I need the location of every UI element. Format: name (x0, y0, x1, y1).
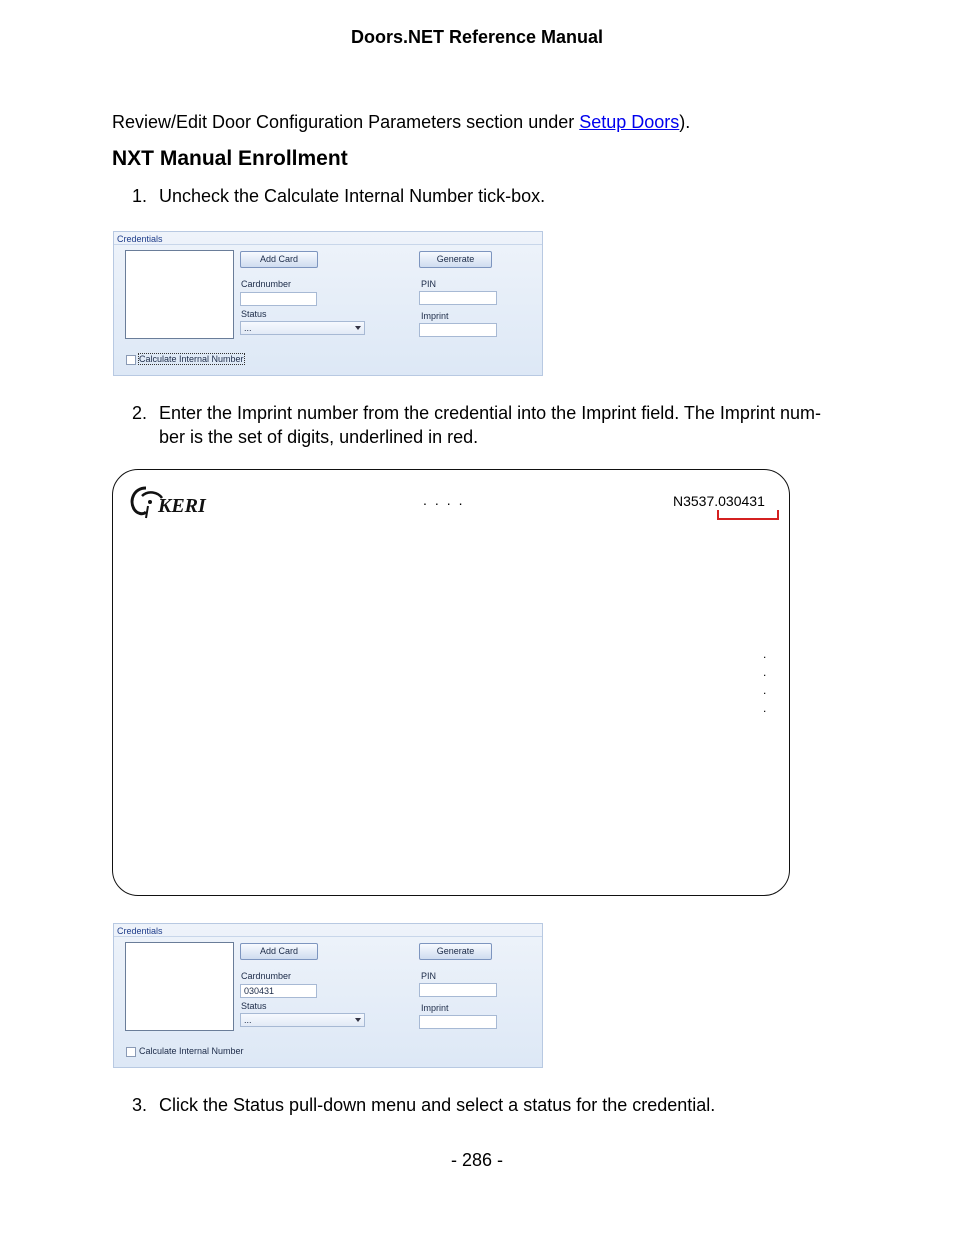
generate-button[interactable]: Generate (419, 251, 492, 268)
status-label: Status (241, 1001, 267, 1011)
step-number: 1. (132, 186, 148, 206)
keri-logo (128, 482, 223, 527)
cardnumber-label: Cardnumber (241, 279, 292, 289)
status-select[interactable] (240, 321, 365, 335)
pin-label: PIN (421, 279, 437, 289)
side-dot: . (763, 665, 767, 679)
pin-label: PIN (421, 971, 437, 981)
intro-text: Review/Edit Door Configuration Parameters section under (112, 112, 580, 132)
side-dot: . (763, 683, 767, 697)
step-2 (132, 401, 852, 449)
status-select[interactable] (240, 1013, 365, 1027)
step-number: 3. (132, 1095, 148, 1115)
step-1 (132, 184, 852, 208)
add-card-button[interactable]: Add Card (240, 943, 318, 960)
status-value: ... (244, 1015, 252, 1025)
side-dot: . (763, 701, 767, 715)
calculate-internal-checkbox[interactable] (126, 355, 136, 365)
step-number: 2. (132, 403, 148, 423)
divider (114, 936, 542, 937)
photo-box (125, 250, 234, 339)
generate-button[interactable]: Generate (419, 943, 492, 960)
pin-input[interactable] (419, 983, 497, 997)
status-value: ... (244, 323, 252, 333)
page-number: - 286 - (450, 1150, 504, 1170)
credentials-panel-2 (113, 923, 543, 1068)
step-text-line-1: Enter the Imprint number from the credential into the Imprint field. The Imprint num- (159, 403, 821, 423)
imprint-underline (717, 510, 779, 520)
cardnumber-label: Cardnumber (241, 971, 292, 981)
credentials-panel-1 (113, 231, 543, 376)
cardnumber-input[interactable]: 030431 (240, 984, 317, 998)
panel-title: Credentials (117, 926, 163, 936)
step-text-line-2: ber is the set of digits, underlined in red. (159, 427, 479, 447)
section-heading: NXT Manual Enrollment (112, 147, 348, 170)
chevron-down-icon (355, 326, 361, 330)
photo-box (125, 942, 234, 1031)
page-header: Doors.NET Reference Manual (350, 27, 604, 47)
panel-title: Credentials (117, 234, 163, 244)
credential-card (112, 469, 790, 896)
card-dots: .... (423, 492, 471, 508)
step-text: Click the Status pull-down menu and select a status for the credential. (159, 1095, 716, 1115)
keri-logo-icon (128, 482, 223, 522)
chevron-down-icon (355, 1018, 361, 1022)
intro-paragraph (112, 112, 690, 133)
cardnumber-input[interactable] (240, 292, 317, 306)
pin-input[interactable] (419, 291, 497, 305)
calculate-internal-label[interactable]: Calculate Internal Number (139, 1046, 244, 1056)
calculate-internal-checkbox[interactable] (126, 1047, 136, 1057)
side-dot: . (763, 647, 767, 661)
divider (114, 244, 542, 245)
logo-text: KERI (158, 495, 206, 517)
imprint-number: N3537.030431 (673, 493, 765, 509)
setup-doors-link[interactable]: Setup Doors (579, 112, 680, 132)
step-text: Uncheck the Calculate Internal Number tick-box. (159, 186, 546, 206)
intro-tail: ). (679, 112, 691, 132)
status-label: Status (241, 309, 267, 319)
step-3 (132, 1093, 852, 1117)
calculate-internal-label[interactable]: Calculate Internal Number (139, 354, 244, 364)
imprint-label: Imprint (421, 1003, 449, 1013)
add-card-button[interactable]: Add Card (240, 251, 318, 268)
imprint-input[interactable] (419, 323, 497, 337)
imprint-input[interactable] (419, 1015, 497, 1029)
imprint-label: Imprint (421, 311, 449, 321)
